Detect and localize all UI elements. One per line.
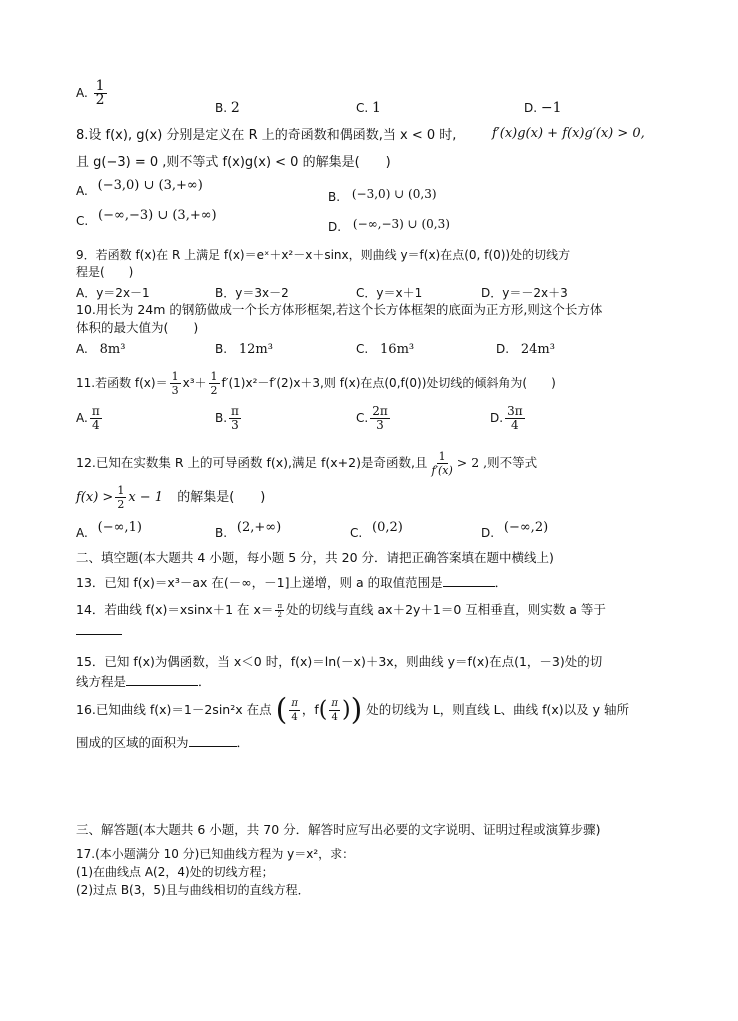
q16-text-a: 16.已知曲线 f(x)＝1－2sin²x 在点 [76, 702, 272, 717]
q11-option-a [76, 402, 104, 434]
q10-option-b [215, 342, 273, 357]
q12-cond-frac [429, 450, 454, 477]
q11-c-den: 3 [376, 418, 384, 432]
q7-a-den: 2 [95, 92, 105, 108]
q8-d-label: D. [328, 220, 342, 234]
q12-ineq-pre: f(x) > [76, 490, 114, 505]
q12-ineq-frac [115, 484, 126, 511]
q11-b-num: π [231, 404, 239, 418]
q11-frac2-num: 1 [210, 370, 218, 383]
q11-option-d [490, 402, 527, 434]
q16-mid: ，f [301, 702, 319, 717]
q12-option-b [215, 520, 282, 541]
q17-stem: 17.(本小题满分 10 分)已知曲线方程为 y＝x²，求： [76, 847, 355, 861]
q13 [76, 574, 507, 591]
q16-end: ． [236, 735, 250, 750]
q15-end: ． [198, 674, 211, 689]
q7-b-label: B. [215, 101, 228, 115]
q14 [76, 600, 606, 620]
q11-a-num: π [91, 404, 100, 418]
q12-cond-den: f′(x) [431, 464, 453, 477]
q12-c-label: C. [350, 526, 363, 540]
q11-a-den: 4 [91, 418, 100, 432]
q12-a-label: A. [76, 526, 88, 540]
q10-option-a [76, 342, 125, 357]
q9-option-a: A．y＝2x－1 [76, 286, 150, 300]
q7-b-value: 2 [230, 100, 240, 116]
q12-stem2: 的解集是( ) [177, 490, 266, 505]
q7-a-label: A. [76, 86, 88, 100]
q12-cond-num: 1 [438, 450, 446, 463]
q16-text-c: 围成的区域的面积为 [76, 735, 189, 750]
q11-option-c [356, 402, 392, 434]
q16-line1 [76, 690, 629, 731]
q16-text-b: 处的切线为 L，则直线 L、曲线 f(x)以及 y 轴所 [366, 702, 630, 717]
q11-frac1-den: 3 [171, 384, 179, 397]
q7-option-d [524, 100, 562, 116]
q12-option-d [481, 520, 549, 541]
q16-frac1-den: 4 [291, 712, 298, 723]
q14-frac-num: π [277, 602, 283, 610]
q11-mid: x³＋ [182, 376, 207, 390]
q16-frac-2 [329, 697, 340, 724]
q11-a-frac [90, 405, 102, 432]
q12-a-value: (−∞,1) [97, 520, 142, 535]
q12-stem1b: > 2 ,则不等式 [456, 455, 538, 470]
q8-option-d [328, 217, 450, 234]
q10-a-value: 8m³ [99, 342, 126, 357]
q14-text-a: 14．若曲线 f(x)＝xsinx＋1 在 x＝ [76, 602, 274, 617]
q16-frac2-num: π [331, 698, 338, 709]
q13-answer-blank[interactable] [443, 574, 495, 587]
q8-c-value: (−∞,−3) ∪ (3,+∞) [98, 208, 217, 223]
q14-answer-blank[interactable] [76, 622, 122, 635]
q11-post: f′(1)x²－f′(2)x＋3,则 f(x)在点(0,f(0))处切线的倾斜角为( ) [221, 376, 556, 390]
q15-text-a: 线方程是 [76, 674, 127, 689]
q11-d-den: 4 [511, 418, 519, 432]
q10-b-value: 12m³ [238, 342, 273, 357]
q10-d-value: 24m³ [520, 342, 555, 357]
q12-c-value: (0,2) [372, 520, 403, 535]
q10-c-value: 16m³ [380, 342, 415, 357]
q8-b-value: (−3,0) ∪ (0,3) [351, 187, 437, 201]
section-2-heading: 二、填空题(本大题共 4 小题，每小题 5 分，共 20 分．请把正确答案填在题中横线上) [76, 550, 554, 565]
q10-d-label: D. [496, 342, 510, 356]
q12-option-c [350, 520, 403, 541]
q12-option-a [76, 520, 142, 541]
q10-stem-line1: 10.用长为 24m 的钢筋做成一个长方体形框架,若这个长方体框架的底面为正方形,则这个长方体 [76, 302, 603, 317]
q12-ineq-num: 1 [117, 484, 125, 497]
q7-d-value: −1 [540, 100, 562, 116]
q9-option-b: B．y＝3x－2 [215, 286, 289, 300]
q12-ineq-den: 2 [117, 498, 125, 511]
q10-stem-line2: 体积的最大值为( ) [76, 320, 199, 335]
q11-frac-1 [170, 370, 181, 397]
q8-stem-line1 [76, 128, 456, 144]
q11-frac-2 [209, 370, 220, 397]
q11-d-num: 3π [507, 404, 523, 418]
q7-c-label: C. [356, 101, 369, 115]
q15-answer-blank[interactable] [126, 673, 198, 686]
q16-paren-close: ) [350, 692, 363, 728]
q11-a-label: A. [76, 411, 88, 425]
q9-option-c: C．y＝x＋1 [356, 286, 423, 300]
q11-d-label: D. [490, 411, 504, 425]
q8-option-c [76, 208, 217, 229]
q12-b-value: (2,+∞) [236, 520, 282, 535]
q12-stem-line2 [76, 482, 265, 514]
q9-stem-line1: 9．若函数 f(x)在 R 上满足 f(x)＝eˣ＋x²－x＋sinx，则曲线 y＝f(x)在点(0, f(0))处的切线方 [76, 248, 571, 262]
q10-c-label: C. [356, 342, 369, 356]
q12-ineq-post: x − 1 [128, 490, 164, 505]
q14-frac-den: 2 [277, 611, 282, 619]
q16-line2 [76, 734, 249, 751]
q8-option-a [76, 178, 203, 199]
q11-option-b [215, 402, 243, 434]
q9-option-d: D．y＝－2x＋3 [481, 286, 568, 300]
q11-d-frac [505, 405, 525, 432]
q10-b-label: B. [215, 342, 228, 356]
q11-b-frac [229, 405, 241, 432]
q14-answer-line [76, 622, 122, 639]
q8-b-label: B. [328, 190, 341, 204]
q11-frac1-num: 1 [171, 370, 179, 383]
q13-text: 13．已知 f(x)＝x³－ax 在(－∞，－1]上递增，则 a 的取值范围是 [76, 575, 443, 590]
q15-line2 [76, 673, 211, 690]
q16-frac1-num: π [291, 698, 298, 709]
q9-stem-line2: 程是( ) [76, 265, 134, 279]
q7-d-label: D. [524, 101, 538, 115]
q12-d-label: D. [481, 526, 495, 540]
q8-condition: f′(x)g(x) + f(x)g′(x) > 0, [492, 126, 645, 141]
q11-c-label: C. [356, 411, 369, 425]
q17-part1: (1)在曲线点 A(2，4)处的切线方程； [76, 865, 274, 879]
q8-d-value: (−∞,−3) ∪ (0,3) [352, 217, 450, 231]
q16-inner-paren-open: ( [318, 697, 328, 723]
q14-text-b: 处的切线与直线 ax＋2y＋1＝0 互相垂直，则实数 a 等于 [286, 602, 606, 617]
q15-line1: 15．已知 f(x)为偶函数，当 x＜0 时，f(x)＝ln(－x)＋3x，则曲线 y＝f(x)在点(1，－3)处的切 [76, 654, 603, 669]
q17-part2: (2)过点 B(3，5)且与曲线相切的直线方程． [76, 883, 310, 897]
q10-a-label: A. [76, 342, 88, 356]
q8-stem1: 8.设 f(x), g(x) 分别是定义在 R 上的奇函数和偶函数,当 x < 0 时, [76, 128, 457, 143]
q10-option-c [356, 342, 414, 357]
q12-b-label: B. [215, 526, 228, 540]
q8-a-label: A. [76, 184, 88, 198]
q10-option-d [496, 342, 555, 357]
q12-stem1a: 12.已知在实数集 R 上的可导函数 f(x),满足 f(x+2)是奇函数,且 [76, 455, 428, 470]
q12-stem-line1 [76, 446, 537, 480]
q11-frac2-den: 2 [210, 384, 218, 397]
q8-option-b [328, 187, 437, 204]
q8-c-label: C. [76, 214, 89, 228]
q11-stem [76, 368, 556, 398]
q16-frac-1 [289, 697, 300, 724]
q14-frac [275, 602, 284, 619]
q8-a-value: (−3,0) ∪ (3,+∞) [97, 178, 203, 193]
q7-option-c [356, 100, 381, 116]
q7-a-num: 1 [95, 78, 105, 94]
q11-b-den: 3 [231, 418, 239, 432]
q16-answer-blank[interactable] [189, 734, 237, 747]
q13-end: ． [494, 575, 508, 590]
q8-stem-line2: 且 g(−3) = 0 ,则不等式 f(x)g(x) < 0 的解集是( ) [76, 155, 391, 170]
q7-option-a [76, 80, 109, 107]
q16-paren-open: ( [275, 692, 288, 728]
q11-b-label: B. [215, 411, 228, 425]
q7-a-fraction [94, 80, 107, 107]
q11-pre: 11.若函数 f(x)＝ [76, 376, 168, 390]
q7-option-b [215, 100, 240, 116]
q7-c-value: 1 [372, 100, 381, 116]
section-3-heading: 三、解答题(本大题共 6 小题，共 70 分．解答时应写出必要的文字说明、证明过程或演算步骤) [76, 822, 601, 837]
q16-frac2-den: 4 [331, 712, 338, 723]
q11-c-frac [370, 405, 390, 432]
q12-d-value: (−∞,2) [503, 520, 549, 535]
q11-c-num: 2π [372, 404, 388, 418]
q16-inner-paren-close: ) [341, 697, 351, 723]
